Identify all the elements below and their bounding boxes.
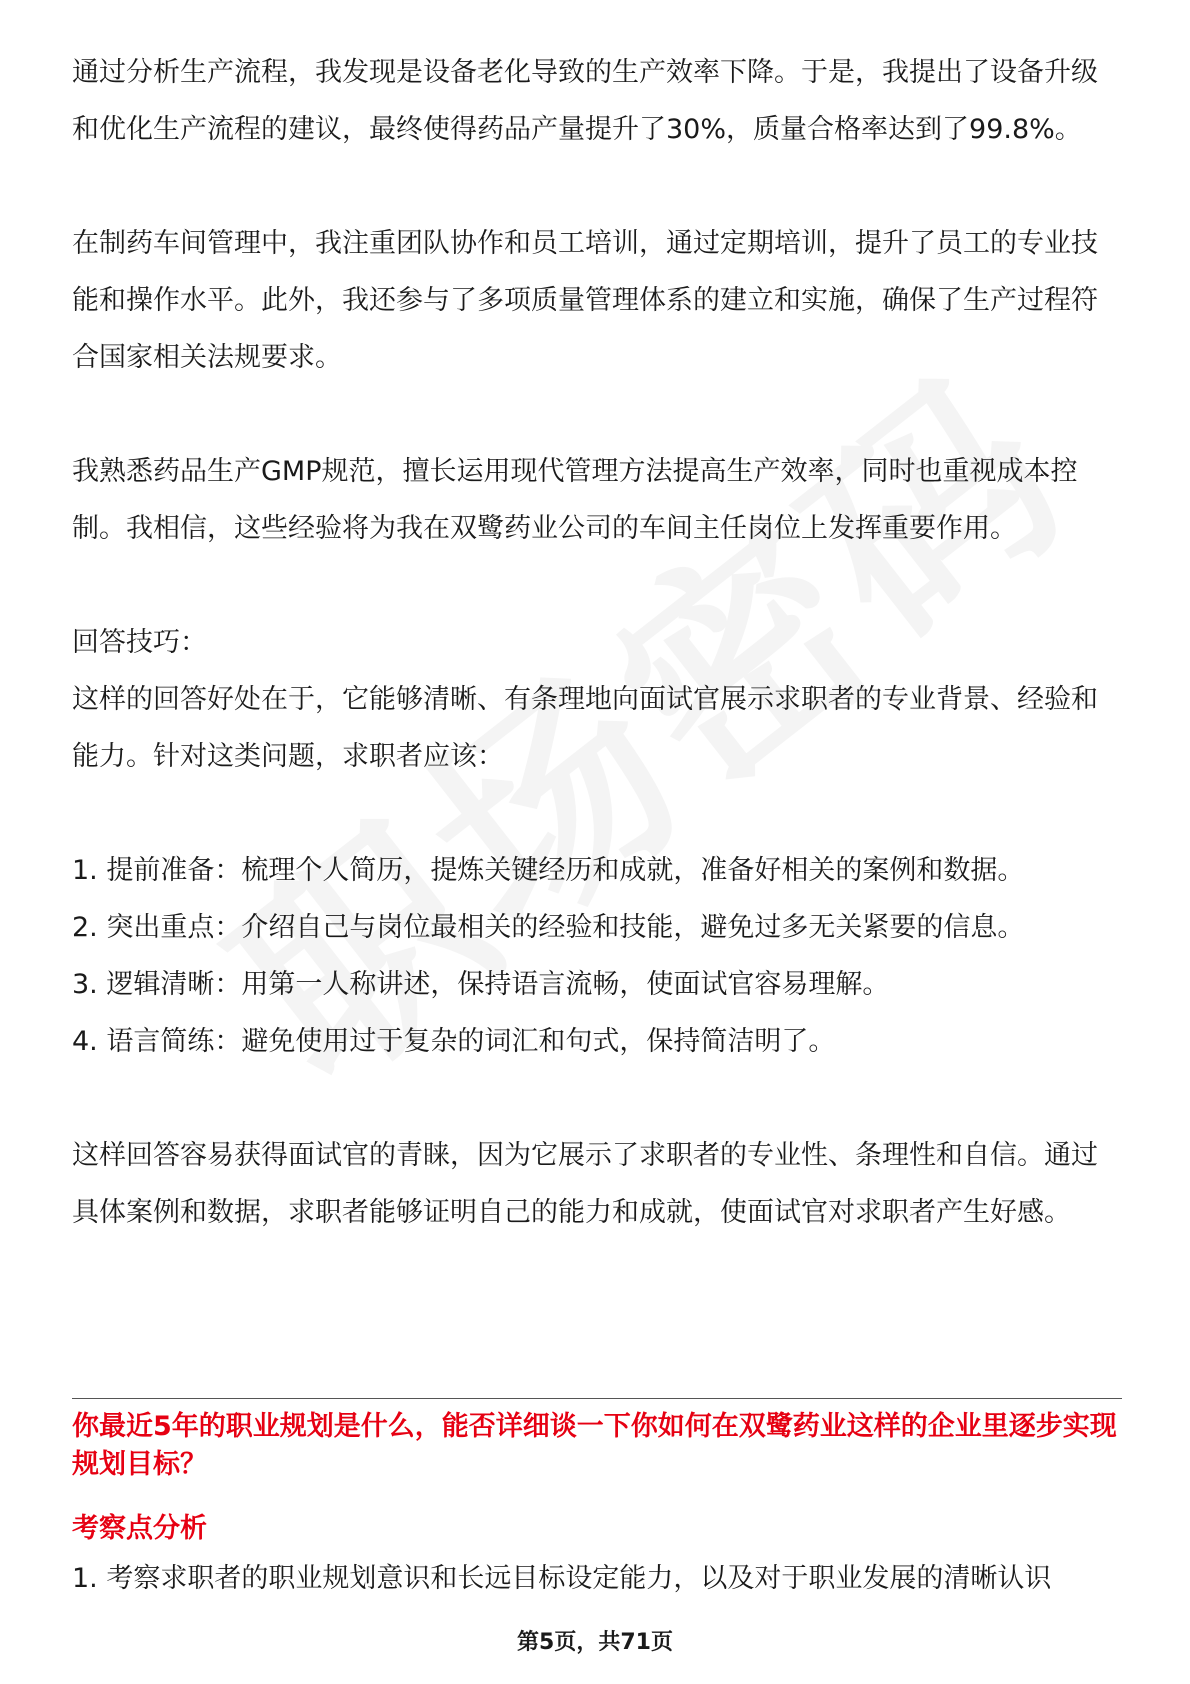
page-number-footer: 第5页，共71页 [517, 1630, 673, 1655]
answer-body [72, 44, 1122, 1241]
tips-intro: 这样的回答好处在于，它能够清晰、有条理地向面试官展示求职者的专业背景、经验和能力。针对这类问题，求职者应该： [72, 684, 1098, 772]
tip-item: 4. 语言简练：避免使用过于复杂的词汇和句式，保持简洁明了。 [72, 1026, 836, 1057]
tip-item: 3. 逻辑清晰：用第一人称讲述，保持语言流畅，使面试官容易理解。 [72, 969, 890, 1000]
paragraph-process-analysis: 通过分析生产流程，我发现是设备老化导致的生产效率下降。于是，我提出了设备升级和优化生产流程的建议，最终使得药品产量提升了30%，质量合格率达到了99.8%。 [72, 57, 1098, 145]
section-divider [72, 1398, 1122, 1399]
analysis-heading: 考察点分析 [72, 1513, 207, 1544]
paragraph-team-management: 在制药车间管理中，我注重团队协作和员工培训，通过定期培训，提升了员工的专业技能和操作水平。此外，我还参与了多项质量管理体系的建立和实施，确保了生产过程符合国家相关法规要求。 [72, 228, 1098, 373]
tip-item: 1. 提前准备：梳理个人简历，提炼关键经历和成就，准备好相关的案例和数据。 [72, 855, 1025, 886]
question-title: 你最近5年的职业规划是什么，能否详细谈一下你如何在双鹭药业这样的企业里逐步实现规划目标？ [72, 1411, 1117, 1480]
paragraph-gmp-skills: 我熟悉药品生产GMP规范，擅长运用现代管理方法提高生产效率，同时也重视成本控制。我相信，这些经验将为我在双鹭药业公司的车间主任岗位上发挥重要作用。 [72, 456, 1078, 544]
tip-item: 2. 突出重点：介绍自己与岗位最相关的经验和技能，避免过多无关紧要的信息。 [72, 912, 1025, 943]
paragraph-conclusion: 这样回答容易获得面试官的青睐，因为它展示了求职者的专业性、条理性和自信。通过具体案例和数据，求职者能够证明自己的能力和成就，使面试官对求职者产生好感。 [72, 1140, 1098, 1228]
analysis-item: 1. 考察求职者的职业规划意识和长远目标设定能力，以及对于职业发展的清晰认识 [72, 1563, 1052, 1594]
tips-label: 回答技巧： [72, 627, 207, 658]
